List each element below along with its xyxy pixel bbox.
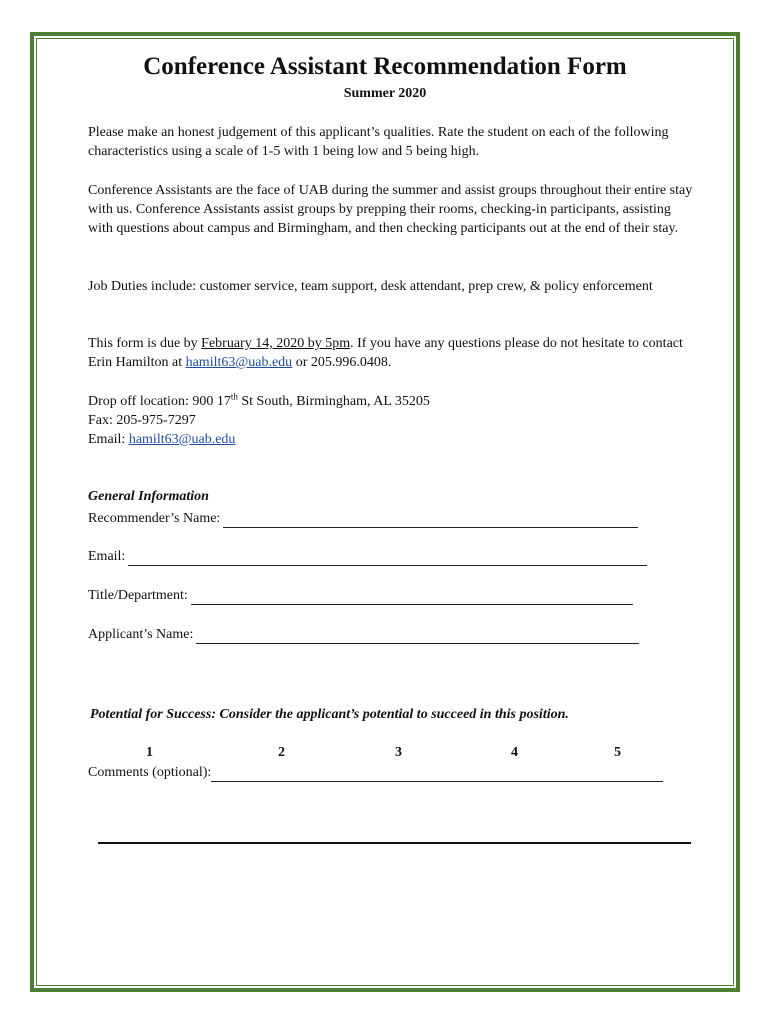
intro-paragraph-duties: Job Duties include: customer service, team support, desk attendant, prep crew, & policy enforcement — [88, 279, 653, 294]
due-date-paragraph — [88, 334, 693, 372]
general-info-heading: General Information — [88, 489, 209, 504]
email-label: Email: — [88, 549, 126, 564]
signature-line[interactable] — [98, 842, 691, 844]
dropoff-sup: th — [230, 391, 238, 402]
scale-option-5[interactable]: 5 — [614, 745, 621, 760]
title-department-label: Title/Department: — [88, 588, 188, 603]
potential-heading: Potential for Success: Consider the applicant’s potential to succeed in this position. — [90, 707, 569, 722]
comments-field[interactable] — [88, 764, 663, 782]
title-department-field[interactable] — [88, 587, 633, 605]
due-middle: . If you have any questions please do not hesitate to contact Erin Hamilton at — [88, 336, 683, 370]
applicant-name-line[interactable] — [196, 629, 639, 644]
dropoff-block — [88, 392, 693, 449]
title-department-line[interactable] — [191, 590, 633, 605]
form-title: Conference Assistant Recommendation Form — [143, 53, 627, 80]
comments-label: Comments (optional): — [88, 765, 212, 780]
scale-option-1[interactable]: 1 — [146, 745, 153, 760]
fax-line: Fax: 205-975-7297 — [88, 413, 196, 428]
due-prefix: This form is due by — [88, 336, 202, 351]
dropoff-email-link[interactable]: hamilt63@uab.edu — [128, 432, 236, 447]
dropoff-prefix: Drop off location: 900 17 — [88, 394, 231, 409]
scale-option-2[interactable]: 2 — [278, 745, 285, 760]
due-suffix: or 205.996.0408. — [292, 355, 392, 370]
scale-option-4[interactable]: 4 — [511, 745, 518, 760]
intro-paragraph-rating: Please make an honest judgement of this applicant’s qualities. Rate the student on each of the following characteristics using a scale of 1-5 with 1 being low and 5 being high. — [88, 125, 669, 159]
comments-line[interactable] — [211, 767, 663, 782]
email-label: Email: — [88, 432, 129, 447]
recommender-name-line[interactable] — [223, 513, 638, 528]
applicant-name-field[interactable] — [88, 626, 639, 644]
email-line[interactable] — [128, 551, 647, 566]
recommender-name-field[interactable] — [88, 510, 638, 528]
form-subtitle: Summer 2020 — [343, 86, 427, 101]
scale-option-3[interactable]: 3 — [395, 745, 402, 760]
contact-email-link[interactable]: hamilt63@uab.edu — [185, 355, 293, 370]
intro-paragraph-description: Conference Assistants are the face of UAB during the summer and assist groups throughout their entire stay with us. Conference Assistants assist groups by prepping their rooms, checking-in participants, assisting with questions about campus and Birmingham, and then checking participants out at the end of their stay. — [88, 183, 693, 236]
applicant-name-label: Applicant’s Name: — [88, 627, 194, 642]
recommender-name-label: Recommender’s Name: — [88, 511, 221, 526]
dropoff-suffix: St South, Birmingham, AL 35205 — [237, 394, 430, 409]
due-date: February 14, 2020 by 5pm — [201, 336, 351, 351]
email-field[interactable] — [88, 548, 647, 566]
